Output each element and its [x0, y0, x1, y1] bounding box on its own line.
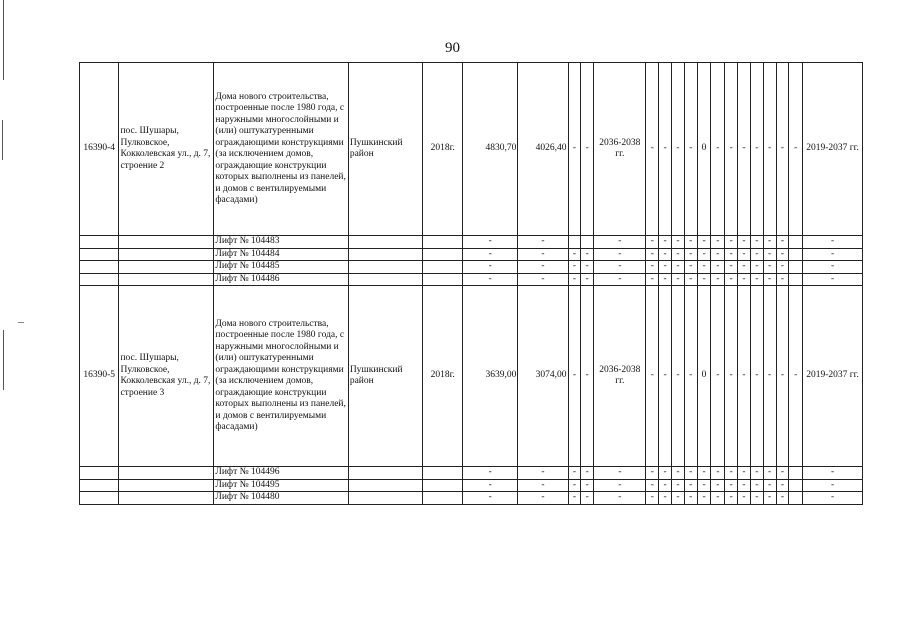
- table-row: [80, 261, 863, 274]
- dash-cell: -: [776, 479, 789, 492]
- dash-cell: -: [711, 492, 725, 505]
- object-description: Дома нового строительства, построенные после 1980 года, с наружными многослойными и (или) оштукатуренными ограждающими конструкциями (за исключением домов, ограждающие конструкции которых выполнены из панелей, и домов с вентилируемыми фасадами): [214, 63, 348, 236]
- dash-cell: -: [763, 286, 776, 467]
- dash-cell: -: [581, 63, 594, 236]
- lift-label: Лифт № 104483: [214, 236, 348, 249]
- object-code: 16390-4: [80, 63, 119, 236]
- dash-cell: -: [789, 286, 803, 467]
- dash-cell: -: [684, 261, 697, 274]
- dash-cell: -: [594, 273, 646, 286]
- dash-cell: -: [776, 236, 789, 249]
- dash-cell: -: [659, 492, 672, 505]
- dash-cell: -: [725, 273, 738, 286]
- dash-cell: -: [594, 248, 646, 261]
- dash-cell: -: [711, 236, 725, 249]
- dash-cell: -: [646, 479, 659, 492]
- scan-edge-shadow: [0, 0, 8, 640]
- dash-cell: -: [738, 286, 751, 467]
- dash-cell: -: [672, 479, 685, 492]
- dash-cell: -: [776, 273, 789, 286]
- dash-cell: -: [581, 261, 594, 274]
- dash-cell: -: [462, 492, 517, 505]
- zero-cell: 0: [697, 286, 711, 467]
- dash-cell: -: [646, 273, 659, 286]
- table-row: [80, 273, 863, 286]
- dash-cell: -: [672, 273, 685, 286]
- repair-period: 2036-2038 гг.: [594, 63, 646, 236]
- table-row: [80, 479, 863, 492]
- object-district: Пушкинский район: [348, 286, 423, 467]
- object-living-area: 3074,00: [518, 286, 568, 467]
- dash-cell: -: [750, 479, 763, 492]
- dash-cell: -: [750, 236, 763, 249]
- dash-cell: -: [672, 261, 685, 274]
- dash-cell: -: [594, 236, 646, 249]
- dash-cell: -: [738, 479, 751, 492]
- dash-cell: -: [711, 273, 725, 286]
- dash-cell: -: [659, 63, 672, 236]
- dash-cell: -: [684, 63, 697, 236]
- dash-cell: -: [646, 261, 659, 274]
- dash-cell: -: [776, 63, 789, 236]
- dash-cell: -: [646, 248, 659, 261]
- dash-cell: -: [750, 261, 763, 274]
- dash-cell: -: [568, 286, 581, 467]
- dash-cell: -: [750, 248, 763, 261]
- dash-cell: -: [581, 248, 594, 261]
- dash-cell: -: [763, 467, 776, 480]
- dash-cell: -: [659, 236, 672, 249]
- dash-cell: -: [684, 467, 697, 480]
- dash-cell: -: [803, 492, 863, 505]
- dash-cell: -: [659, 273, 672, 286]
- dash-cell: -: [711, 479, 725, 492]
- dash-cell: -: [697, 261, 711, 274]
- object-living-area: 4026,40: [518, 63, 568, 236]
- dash-cell: -: [763, 236, 776, 249]
- object-code: 16390-5: [80, 286, 119, 467]
- dash-cell: -: [763, 261, 776, 274]
- dash-cell: -: [462, 467, 517, 480]
- dash-cell: -: [568, 467, 581, 480]
- table-row: [80, 236, 863, 249]
- dash-cell: -: [776, 248, 789, 261]
- dash-cell: -: [738, 236, 751, 249]
- dash-cell: -: [776, 261, 789, 274]
- dash-cell: -: [581, 492, 594, 505]
- dash-cell: -: [672, 63, 685, 236]
- dash-cell: -: [725, 261, 738, 274]
- dash-cell: -: [646, 236, 659, 249]
- zero-cell: 0: [697, 63, 711, 236]
- table-row: [80, 492, 863, 505]
- dash-cell: -: [594, 261, 646, 274]
- dash-cell: -: [646, 286, 659, 467]
- dash-cell: -: [581, 273, 594, 286]
- dash-cell: -: [725, 492, 738, 505]
- final-period: 2019-2037 гг.: [803, 286, 863, 467]
- repair-period: 2036-2038 гг.: [594, 286, 646, 467]
- dash-cell: -: [684, 248, 697, 261]
- dash-cell: -: [646, 492, 659, 505]
- dash-cell: -: [803, 273, 863, 286]
- dash-cell: -: [684, 273, 697, 286]
- dash-cell: -: [776, 492, 789, 505]
- table-row: [80, 467, 863, 480]
- final-period: 2019-2037 гг.: [803, 63, 863, 236]
- lift-label: Лифт № 104495: [214, 479, 348, 492]
- dash-cell: -: [672, 286, 685, 467]
- dash-cell: -: [750, 273, 763, 286]
- dash-cell: -: [462, 479, 517, 492]
- dash-cell: -: [518, 467, 568, 480]
- dash-cell: -: [803, 479, 863, 492]
- dash-cell: -: [684, 286, 697, 467]
- dash-cell: -: [646, 63, 659, 236]
- page-number: 90: [445, 40, 460, 56]
- dash-cell: -: [672, 492, 685, 505]
- dash-cell: -: [738, 261, 751, 274]
- dash-cell: -: [672, 236, 685, 249]
- dash-cell: -: [568, 479, 581, 492]
- dash-cell: -: [659, 248, 672, 261]
- dash-cell: -: [711, 63, 725, 236]
- dash-cell: -: [738, 248, 751, 261]
- object-total-area: 4830,70: [462, 63, 517, 236]
- lift-label: Лифт № 104496: [214, 467, 348, 480]
- dash-cell: -: [803, 261, 863, 274]
- dash-cell: -: [684, 479, 697, 492]
- lift-label: Лифт № 104486: [214, 273, 348, 286]
- dash-cell: -: [568, 63, 581, 236]
- dash-cell: -: [594, 467, 646, 480]
- object-year: 2018г.: [423, 63, 462, 236]
- dash-cell: -: [462, 236, 517, 249]
- dash-cell: -: [776, 467, 789, 480]
- dash-cell: -: [518, 236, 568, 249]
- dash-cell: -: [568, 273, 581, 286]
- dash-cell: -: [725, 236, 738, 249]
- dash-cell: -: [659, 261, 672, 274]
- dash-cell: -: [738, 492, 751, 505]
- dash-cell: -: [776, 286, 789, 467]
- object-description: Дома нового строительства, построенные после 1980 года, с наружными многослойными и (или) оштукатуренными ограждающими конструкциями (за исключением домов, ограждающие конструкции которых выполнены из панелей, и домов с вентилируемыми фасадами): [214, 286, 348, 467]
- lift-label: Лифт № 104480: [214, 492, 348, 505]
- dash-cell: -: [697, 479, 711, 492]
- dash-cell: -: [738, 467, 751, 480]
- table-row: [80, 248, 863, 261]
- dash-cell: -: [711, 248, 725, 261]
- dash-cell: -: [672, 248, 685, 261]
- dash-cell: -: [738, 63, 751, 236]
- dash-cell: -: [581, 467, 594, 480]
- dash-cell: -: [750, 492, 763, 505]
- dash-cell: -: [518, 492, 568, 505]
- dash-cell: -: [672, 467, 685, 480]
- dash-cell: -: [763, 248, 776, 261]
- dash-cell: -: [803, 236, 863, 249]
- object-address: пос. Шушары, Пулковское, Кокколевская ул., д. 7, строение 2: [119, 63, 214, 236]
- object-year: 2018г.: [423, 286, 462, 467]
- dash-cell: -: [462, 248, 517, 261]
- dash-cell: -: [738, 273, 751, 286]
- dash-cell: -: [697, 467, 711, 480]
- dash-cell: -: [750, 63, 763, 236]
- dash-cell: -: [725, 248, 738, 261]
- dash-cell: -: [462, 273, 517, 286]
- dash-cell: -: [659, 479, 672, 492]
- dash-cell: -: [659, 467, 672, 480]
- dash-cell: -: [763, 479, 776, 492]
- dash-cell: -: [697, 248, 711, 261]
- dash-cell: -: [568, 492, 581, 505]
- dash-cell: -: [518, 261, 568, 274]
- dash-cell: -: [646, 467, 659, 480]
- dash-cell: -: [697, 492, 711, 505]
- dash-cell: -: [725, 286, 738, 467]
- dash-cell: -: [711, 467, 725, 480]
- dash-cell: -: [763, 63, 776, 236]
- dash-cell: -: [518, 248, 568, 261]
- dash-cell: -: [725, 467, 738, 480]
- dash-cell: -: [763, 492, 776, 505]
- dash-cell: -: [711, 261, 725, 274]
- dash-cell: -: [684, 492, 697, 505]
- object-total-area: 3639,00: [462, 286, 517, 467]
- dash-cell: -: [594, 479, 646, 492]
- dash-cell: -: [763, 273, 776, 286]
- dash-cell: -: [684, 236, 697, 249]
- dash-cell: -: [789, 63, 803, 236]
- lift-label: Лифт № 104485: [214, 261, 348, 274]
- dash-cell: -: [725, 479, 738, 492]
- dash-cell: -: [711, 286, 725, 467]
- dash-cell: -: [594, 492, 646, 505]
- dash-cell: -: [581, 479, 594, 492]
- dash-cell: -: [568, 248, 581, 261]
- object-address: пос. Шушары, Пулковское, Кокколевская ул., д. 7, строение 3: [119, 286, 214, 467]
- dash-cell: -: [697, 273, 711, 286]
- register-table: [79, 62, 863, 505]
- table-row: [80, 63, 863, 236]
- dash-cell: -: [697, 236, 711, 249]
- dash-cell: -: [581, 286, 594, 467]
- dash-cell: -: [462, 261, 517, 274]
- dash-cell: -: [803, 467, 863, 480]
- dash-cell: -: [750, 467, 763, 480]
- dash-cell: -: [518, 479, 568, 492]
- dash-cell: -: [803, 248, 863, 261]
- object-district: Пушкинский район: [348, 63, 423, 236]
- scan-speck: [18, 322, 24, 323]
- lift-label: Лифт № 104484: [214, 248, 348, 261]
- dash-cell: -: [725, 63, 738, 236]
- table-row: [80, 286, 863, 467]
- dash-cell: -: [750, 286, 763, 467]
- dash-cell: -: [659, 286, 672, 467]
- dash-cell: -: [568, 261, 581, 274]
- dash-cell: -: [518, 273, 568, 286]
